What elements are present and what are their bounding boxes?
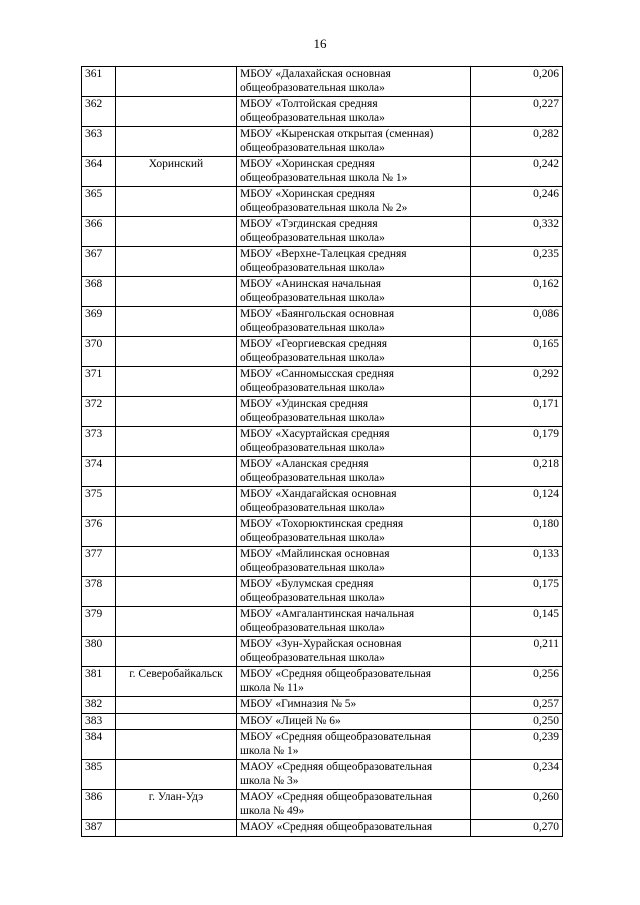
- school-name-line: МБОУ «Удинская средняя: [240, 398, 369, 410]
- coefficient-value: 0,332: [471, 217, 563, 247]
- row-number: 374: [82, 457, 116, 487]
- district-cell: Хоринский: [116, 157, 237, 187]
- school-name: [237, 697, 471, 714]
- row-number: 386: [82, 790, 116, 820]
- row-number: 378: [82, 577, 116, 607]
- row-number: 362: [82, 97, 116, 127]
- coefficient-value: 0,260: [471, 790, 563, 820]
- coefficient-value: 0,246: [471, 187, 563, 217]
- school-name-line: общеобразовательная школа»: [240, 471, 385, 484]
- school-name-line: общеобразовательная школа»: [240, 411, 385, 424]
- school-name: [237, 713, 471, 730]
- school-name-line: школа № 3»: [240, 774, 299, 787]
- coefficient-value: 0,227: [471, 97, 563, 127]
- school-name-line: общеобразовательная школа № 1»: [240, 171, 408, 184]
- district-cell: [116, 427, 237, 457]
- coefficient-value: 0,206: [471, 67, 563, 97]
- district-cell: [116, 277, 237, 307]
- school-name-line: МБОУ «Анинская начальная: [240, 278, 382, 290]
- coefficient-value: 0,257: [471, 697, 563, 714]
- district-cell: [116, 247, 237, 277]
- district-cell: [116, 397, 237, 427]
- row-number: 373: [82, 427, 116, 457]
- coefficient-value: 0,235: [471, 247, 563, 277]
- coefficient-value: 0,270: [471, 820, 563, 837]
- school-name-line: общеобразовательная школа»: [240, 591, 385, 604]
- school-name-line: МБОУ «Тохорюктинская средняя: [240, 518, 404, 530]
- row-number: 383: [82, 713, 116, 730]
- coefficient-value: 0,211: [471, 637, 563, 667]
- row-number: 366: [82, 217, 116, 247]
- school-name: [237, 337, 471, 367]
- school-name-line: школа № 11»: [240, 681, 304, 694]
- coefficient-value: 0,180: [471, 517, 563, 547]
- table-row: [82, 547, 563, 577]
- district-cell: [116, 547, 237, 577]
- school-name-line: общеобразовательная школа»: [240, 441, 385, 454]
- school-name-line: общеобразовательная школа»: [240, 351, 385, 364]
- school-name: [237, 547, 471, 577]
- school-name-line: МБОУ «Амгалантинская начальная: [240, 608, 415, 620]
- school-name-line: МБОУ «Майлинская основная: [240, 548, 390, 560]
- school-name: [237, 187, 471, 217]
- coefficient-value: 0,165: [471, 337, 563, 367]
- district-cell: [116, 730, 237, 760]
- school-name: [237, 157, 471, 187]
- school-name-line: МБОУ «Хандагайская основная: [240, 488, 397, 500]
- school-name: [237, 277, 471, 307]
- district-cell: [116, 67, 237, 97]
- school-name-line: общеобразовательная школа»: [240, 531, 385, 544]
- school-name: [237, 607, 471, 637]
- school-name-line: общеобразовательная школа»: [240, 111, 385, 124]
- table-row: [82, 517, 563, 547]
- row-number: 369: [82, 307, 116, 337]
- school-name-line: МБОУ «Средняя общеобразовательная: [240, 731, 431, 743]
- row-number: 385: [82, 760, 116, 790]
- table-row: [82, 367, 563, 397]
- row-number: 361: [82, 67, 116, 97]
- school-name: [237, 487, 471, 517]
- school-name: [237, 517, 471, 547]
- district-cell: [116, 637, 237, 667]
- row-number: 368: [82, 277, 116, 307]
- coefficient-value: 0,242: [471, 157, 563, 187]
- school-name: [237, 427, 471, 457]
- district-cell: г. Северобайкальск: [116, 667, 237, 697]
- district-cell: [116, 517, 237, 547]
- table-row: [82, 427, 563, 457]
- school-name-line: школа № 49»: [240, 804, 305, 817]
- row-number: 376: [82, 517, 116, 547]
- school-name-line: МБОУ «Санномысская средняя: [240, 368, 395, 380]
- school-name-line: МБОУ «Аланская средняя: [240, 458, 369, 470]
- school-name-line: МАОУ «Средняя общеобразовательная: [240, 761, 433, 773]
- coefficient-value: 0,256: [471, 667, 563, 697]
- school-name: [237, 67, 471, 97]
- district-cell: [116, 760, 237, 790]
- page-number: 16: [313, 36, 327, 51]
- district-cell: [116, 713, 237, 730]
- table-row: [82, 667, 563, 697]
- row-number: 371: [82, 367, 116, 397]
- school-name-line: общеобразовательная школа»: [240, 81, 385, 94]
- district-cell: [116, 577, 237, 607]
- district-cell: [116, 820, 237, 837]
- table-row: [82, 760, 563, 790]
- table-row: [82, 217, 563, 247]
- school-name: [237, 790, 471, 820]
- school-name-line: общеобразовательная школа»: [240, 291, 385, 304]
- school-name: [237, 457, 471, 487]
- coefficient-value: 0,218: [471, 457, 563, 487]
- school-name-line: общеобразовательная школа № 2»: [240, 201, 408, 214]
- coefficient-value: 0,292: [471, 367, 563, 397]
- school-name: [237, 307, 471, 337]
- schools-table: [81, 66, 563, 837]
- row-number: 363: [82, 127, 116, 157]
- school-name-line: общеобразовательная школа»: [240, 321, 385, 334]
- school-name: [237, 217, 471, 247]
- table-row: [82, 307, 563, 337]
- district-cell: [116, 337, 237, 367]
- row-number: 387: [82, 820, 116, 837]
- table-row: [82, 97, 563, 127]
- table-row: [82, 713, 563, 730]
- table-row: [82, 457, 563, 487]
- school-name-line: МБОУ «Хоринская средняя: [240, 188, 375, 200]
- school-name-line: МБОУ «Верхне-Талецкая средняя: [240, 248, 407, 260]
- school-name-line: МБОУ «Георгиевская средняя: [240, 338, 388, 350]
- school-name-line: МБОУ «Тэгдинская средняя: [240, 218, 378, 230]
- school-name-line: общеобразовательная школа»: [240, 141, 385, 154]
- school-name-line: общеобразовательная школа»: [240, 381, 385, 394]
- table-row: [82, 247, 563, 277]
- district-cell: [116, 187, 237, 217]
- district-cell: [116, 97, 237, 127]
- school-name: [237, 397, 471, 427]
- school-name-line: МБОУ «Кыренская открытая (сменная): [240, 128, 434, 140]
- school-name: [237, 637, 471, 667]
- coefficient-value: 0,162: [471, 277, 563, 307]
- school-name-line: общеобразовательная школа»: [240, 231, 385, 244]
- table-row: [82, 697, 563, 714]
- coefficient-value: 0,234: [471, 760, 563, 790]
- table-row: [82, 607, 563, 637]
- row-number: 372: [82, 397, 116, 427]
- coefficient-value: 0,145: [471, 607, 563, 637]
- school-name-line: школа № 1»: [240, 744, 299, 757]
- coefficient-value: 0,175: [471, 577, 563, 607]
- table-row: [82, 730, 563, 760]
- school-name-line: МБОУ «Толтойская средняя: [240, 98, 378, 110]
- school-name-line: МБОУ «Гимназия № 5»: [240, 698, 357, 710]
- coefficient-value: 0,171: [471, 397, 563, 427]
- row-number: 367: [82, 247, 116, 277]
- school-name-line: МАОУ «Средняя общеобразовательная: [240, 821, 433, 833]
- district-cell: [116, 487, 237, 517]
- table-row: [82, 487, 563, 517]
- school-name-line: МБОУ «Далахайская основная: [240, 68, 391, 80]
- table-body: [82, 67, 563, 837]
- district-cell: [116, 127, 237, 157]
- coefficient-value: 0,086: [471, 307, 563, 337]
- school-name: [237, 760, 471, 790]
- coefficient-value: 0,124: [471, 487, 563, 517]
- coefficient-value: 0,179: [471, 427, 563, 457]
- school-name-line: общеобразовательная школа»: [240, 561, 385, 574]
- table-row: [82, 637, 563, 667]
- district-cell: [116, 307, 237, 337]
- table-row: [82, 790, 563, 820]
- table-row: [82, 67, 563, 97]
- district-cell: г. Улан-Удэ: [116, 790, 237, 820]
- coefficient-value: 0,282: [471, 127, 563, 157]
- coefficient-value: 0,250: [471, 713, 563, 730]
- school-name: [237, 97, 471, 127]
- school-name-line: МБОУ «Хасуртайская средняя: [240, 428, 390, 440]
- school-name: [237, 667, 471, 697]
- school-name-line: МБОУ «Зун-Хурайская основная: [240, 638, 402, 650]
- row-number: 377: [82, 547, 116, 577]
- school-name: [237, 247, 471, 277]
- table-row: [82, 577, 563, 607]
- district-cell: [116, 607, 237, 637]
- table-row: [82, 157, 563, 187]
- coefficient-value: 0,239: [471, 730, 563, 760]
- row-number: 364: [82, 157, 116, 187]
- row-number: 380: [82, 637, 116, 667]
- district-cell: [116, 217, 237, 247]
- row-number: 381: [82, 667, 116, 697]
- school-name-line: общеобразовательная школа»: [240, 501, 385, 514]
- district-cell: [116, 697, 237, 714]
- table-row: [82, 820, 563, 837]
- school-name: [237, 577, 471, 607]
- table-row: [82, 277, 563, 307]
- school-name-line: МБОУ «Лицей № 6»: [240, 714, 341, 727]
- table-row: [82, 187, 563, 217]
- school-name-line: МБОУ «Средняя общеобразовательная: [240, 668, 431, 680]
- school-name-line: МБОУ «Баянгольская основная: [240, 308, 395, 320]
- row-number: 365: [82, 187, 116, 217]
- coefficient-value: 0,133: [471, 547, 563, 577]
- table-row: [82, 397, 563, 427]
- school-name-line: МБОУ «Хоринская средняя: [240, 158, 375, 170]
- school-name: [237, 127, 471, 157]
- school-name: [237, 820, 471, 837]
- row-number: 370: [82, 337, 116, 367]
- school-name-line: МБОУ «Булумская средняя: [240, 578, 374, 590]
- school-name: [237, 730, 471, 760]
- school-name-line: МАОУ «Средняя общеобразовательная: [240, 791, 433, 803]
- table-row: [82, 337, 563, 367]
- row-number: 379: [82, 607, 116, 637]
- school-name-line: общеобразовательная школа»: [240, 261, 385, 274]
- row-number: 384: [82, 730, 116, 760]
- school-name-line: общеобразовательная школа»: [240, 651, 385, 664]
- district-cell: [116, 367, 237, 397]
- district-cell: [116, 457, 237, 487]
- row-number: 375: [82, 487, 116, 517]
- school-name: [237, 367, 471, 397]
- school-name-line: общеобразовательная школа»: [240, 621, 385, 634]
- table-row: [82, 127, 563, 157]
- row-number: 382: [82, 697, 116, 714]
